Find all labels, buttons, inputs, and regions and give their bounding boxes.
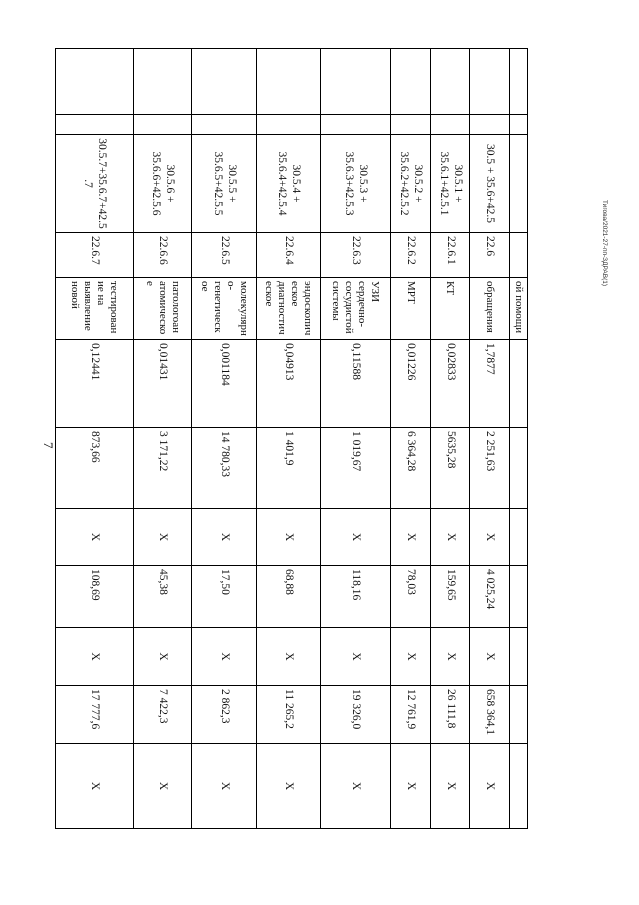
price-cell: 3 171,22: [133, 428, 191, 509]
codes-cell: 30.5.4 + 35.6.4+42.5.4: [256, 135, 320, 233]
table-row: [133, 49, 191, 829]
ratio-cell: 1,7877: [469, 340, 509, 428]
rotated-table-wrapper: [58, 48, 528, 828]
x-mark-cell: Х: [55, 744, 133, 829]
ratio-cell: 0,01431: [133, 340, 191, 428]
category-cell: УЗИ сердечно-сосудистой системы: [320, 278, 390, 340]
empty-cell: [509, 686, 527, 744]
number-cell: 22.6.6: [133, 233, 191, 278]
x-mark-cell: Х: [133, 628, 191, 686]
table-row: [469, 49, 509, 829]
codes-cell: 30.5.1 + 35.6.1+42.5.1: [430, 135, 469, 233]
price-cell: 1 401,9: [256, 428, 320, 509]
total-cell: 11 265,2: [256, 686, 320, 744]
x-mark-cell: Х: [256, 628, 320, 686]
ratio-cell: 0,01226: [390, 340, 430, 428]
x-mark-cell: Х: [256, 509, 320, 566]
price-cell: 873,66: [55, 428, 133, 509]
empty-cell: [55, 49, 133, 115]
empty-cell: [509, 509, 527, 566]
ratio-cell: 0,12441: [55, 340, 133, 428]
category-cell: тестирование на выявление новой: [55, 278, 133, 340]
x-mark-cell: Х: [133, 744, 191, 829]
empty-cell: [509, 135, 527, 233]
category-cell: обращения: [469, 278, 509, 340]
category-cell: эндоскопическое диагностическое: [256, 278, 320, 340]
number-cell: 22.6.5: [191, 233, 256, 278]
amount-cell: 159,65: [430, 566, 469, 628]
price-cell: 6 364,28: [390, 428, 430, 509]
total-cell: 17 777,6: [55, 686, 133, 744]
empty-cell: [509, 49, 527, 115]
x-mark-cell: Х: [191, 628, 256, 686]
ratio-cell: 0,11588: [320, 340, 390, 428]
price-cell: 1 019,67: [320, 428, 390, 509]
price-cell: 5635,28: [430, 428, 469, 509]
x-mark-cell: Х: [55, 509, 133, 566]
total-cell: 658 364,1: [469, 686, 509, 744]
number-cell: 22.6.7: [55, 233, 133, 278]
x-mark-cell: Х: [320, 509, 390, 566]
x-mark-cell: Х: [191, 744, 256, 829]
empty-cell: [390, 49, 430, 115]
empty-cell: [191, 115, 256, 135]
empty-cell: [509, 566, 527, 628]
x-mark-cell: Х: [390, 744, 430, 829]
price-cell: 2 251,63: [469, 428, 509, 509]
codes-cell: 30.5 + 35.6+42.5: [469, 135, 509, 233]
x-mark-cell: Х: [133, 509, 191, 566]
amount-cell: 4 025,24: [469, 566, 509, 628]
total-cell: 26 111,8: [430, 686, 469, 744]
table-row: [191, 49, 256, 829]
codes-cell: 30.5.7+35.6.7+42.5.7: [55, 135, 133, 233]
empty-cell: [469, 49, 509, 115]
number-cell: 22.6.2: [390, 233, 430, 278]
x-mark-cell: Х: [320, 628, 390, 686]
empty-cell: [509, 428, 527, 509]
table-header-row: [509, 49, 527, 829]
table-row: [256, 49, 320, 829]
empty-cell: [55, 115, 133, 135]
number-cell: 22.6: [469, 233, 509, 278]
empty-cell: [133, 49, 191, 115]
page-number: 7: [41, 442, 56, 449]
category-cell: МРТ: [390, 278, 430, 340]
x-mark-cell: Х: [320, 744, 390, 829]
empty-cell: [430, 115, 469, 135]
empty-cell: [509, 628, 527, 686]
x-mark-cell: Х: [469, 628, 509, 686]
x-mark-cell: Х: [390, 628, 430, 686]
codes-cell: 30.5.6 + 35.6.6+42.5.6: [133, 135, 191, 233]
amount-cell: 17,50: [191, 566, 256, 628]
x-mark-cell: Х: [256, 744, 320, 829]
x-mark-cell: Х: [390, 509, 430, 566]
x-mark-cell: Х: [430, 744, 469, 829]
empty-cell: [320, 49, 390, 115]
empty-cell: [191, 49, 256, 115]
ratio-cell: 0,02833: [430, 340, 469, 428]
table-row: [430, 49, 469, 829]
empty-cell: [133, 115, 191, 135]
total-cell: 2 862,3: [191, 686, 256, 744]
total-cell: 12 761,9: [390, 686, 430, 744]
codes-cell: 30.5.5 + 35.6.5+42.5.5: [191, 135, 256, 233]
category-cell: КТ: [430, 278, 469, 340]
total-cell: 7 422,3: [133, 686, 191, 744]
header-fragment-cell: ой помощи: [509, 278, 527, 340]
ratio-cell: 0,001184: [191, 340, 256, 428]
empty-cell: [509, 744, 527, 829]
amount-cell: 118,16: [320, 566, 390, 628]
x-mark-cell: Х: [55, 628, 133, 686]
empty-cell: [509, 340, 527, 428]
empty-cell: [509, 115, 527, 135]
ratio-cell: 0,04913: [256, 340, 320, 428]
price-cell: 14 780,33: [191, 428, 256, 509]
x-mark-cell: Х: [430, 509, 469, 566]
x-mark-cell: Х: [469, 744, 509, 829]
empty-cell: [469, 115, 509, 135]
number-cell: 22.6.3: [320, 233, 390, 278]
amount-cell: 45,38: [133, 566, 191, 628]
x-mark-cell: Х: [191, 509, 256, 566]
x-mark-cell: Х: [469, 509, 509, 566]
table-row: [320, 49, 390, 829]
codes-cell: 30.5.2 + 35.6.2+42.5.2: [390, 135, 430, 233]
number-cell: 22.6.1: [430, 233, 469, 278]
amount-cell: 108,69: [55, 566, 133, 628]
amount-cell: 68,88: [256, 566, 320, 628]
empty-cell: [256, 115, 320, 135]
table-row: [390, 49, 430, 829]
empty-cell: [320, 115, 390, 135]
total-cell: 19 326,0: [320, 686, 390, 744]
number-cell: 22.6.4: [256, 233, 320, 278]
document-reference-label: Тигова/2021-27-пп-ЗДРАВ(1): [601, 200, 608, 287]
amount-cell: 78,03: [390, 566, 430, 628]
category-cell: патологоанатомическое: [133, 278, 191, 340]
codes-cell: 30.5.3 + 35.6.3+42.5.3: [320, 135, 390, 233]
empty-cell: [509, 233, 527, 278]
x-mark-cell: Х: [430, 628, 469, 686]
empty-cell: [256, 49, 320, 115]
empty-cell: [390, 115, 430, 135]
category-cell: молекулярно-генетическое: [191, 278, 256, 340]
table-row: [55, 49, 133, 829]
tariff-table: [55, 48, 528, 829]
empty-cell: [430, 49, 469, 115]
